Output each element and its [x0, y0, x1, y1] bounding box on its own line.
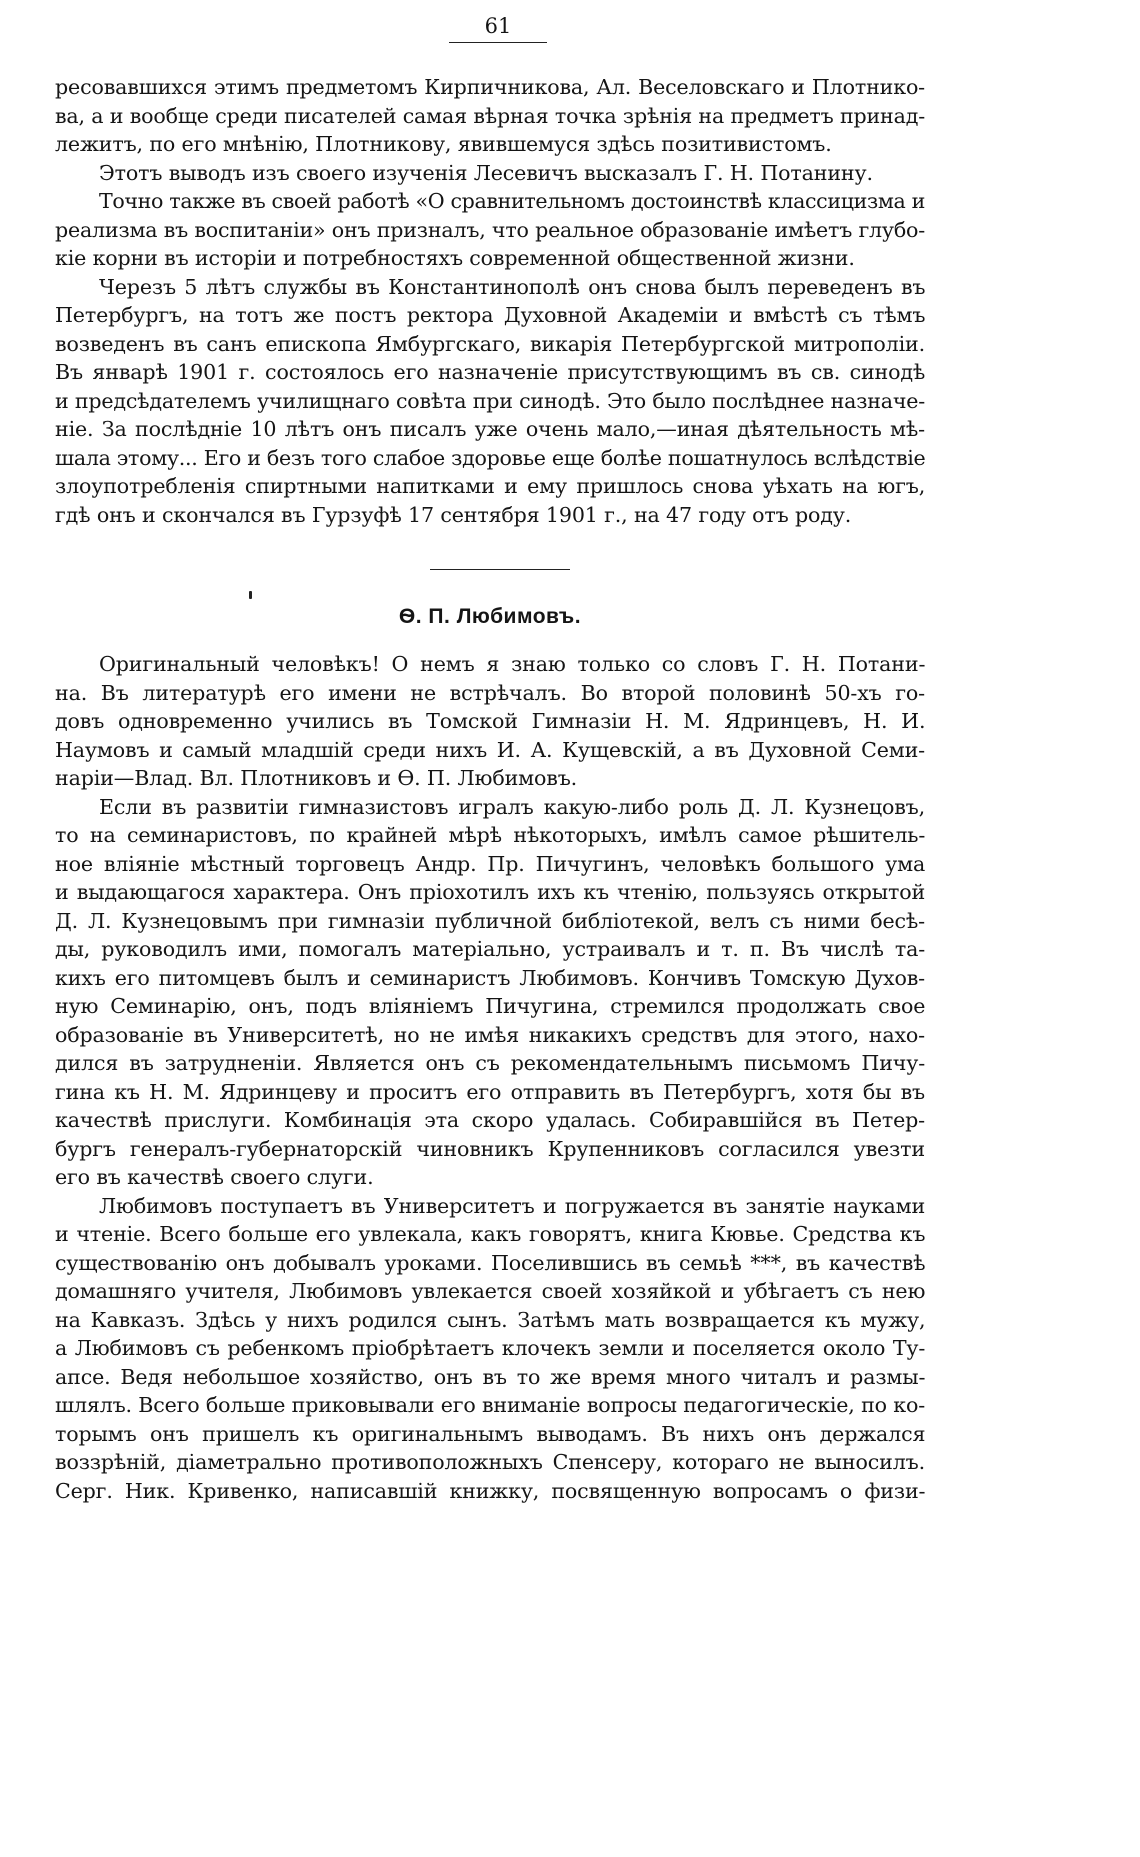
text-line: Если въ развитіи гимназистовъ игралъ какую-либо роль Д. Л. Кузнецовъ, — [99, 794, 925, 819]
text-line: образованіе въ Университетѣ, но не имѣя никакихъ средствъ для этого, нахо- — [55, 1022, 925, 1047]
text-line: ную Семинарію, онъ, подъ вліяніемъ Пичугина, стремился продолжать свое — [55, 994, 926, 1018]
section-heading: Ѳ. П. Любимовъ. — [398, 605, 582, 628]
page-number: 61 — [449, 14, 548, 43]
lower-section — [55, 650, 925, 1505]
paragraph — [55, 793, 925, 1192]
text-line: наріи—Влад. Вл. Плотниковъ и Ѳ. П. Любимовъ. — [55, 766, 578, 790]
text-line: шлялъ. Всего больше приковывали его вниманіе вопросы педагогическіе, по ко- — [55, 1393, 925, 1417]
text-line: качествѣ прислуги. Комбинація эта скоро удалась. Собиравшійся въ Петер- — [55, 1108, 925, 1132]
text-line: а Любимовъ съ ребенкомъ пріобрѣтаетъ клочекъ земли и поселяется около Ту- — [55, 1336, 926, 1360]
text-line: возведенъ въ санъ епископа Ямбургскаго, викарія Петербургской митрополіи. — [55, 331, 925, 356]
text-line: и чтеніе. Всего больше его увлекала, какъ говорятъ, книга Кювье. Средства къ — [55, 1222, 926, 1246]
text-line: ресовавшихся этимъ предметомъ Кирпичникова, Ал. Веселовскаго и Плотнико- — [55, 75, 925, 99]
text-line: Точно также въ своей работѣ «О сравнительномъ достоинствѣ классицизма и — [99, 189, 925, 213]
text-line: Оригинальный человѣкъ! О немъ я знаю только со словъ Г. Н. Потани- — [99, 652, 926, 676]
text-line: на. Въ литературѣ его имени не встрѣчалъ. Во второй половинѣ 50-хъ го- — [55, 680, 925, 705]
text-line: бургъ генералъ-губернаторскій чиновникъ Крупенниковъ согласился увезти — [55, 1136, 925, 1161]
text-line: дился въ затрудненіи. Является онъ съ рекомендательнымъ письмомъ Пичу- — [55, 1051, 926, 1075]
text-line: ное вліяніе мѣстный торговецъ Андр. Пр. Пичугинъ, человѣкъ большого ума — [55, 851, 926, 876]
text-line: домашняго учителя, Любимовъ увлекается своей хозяйкой и убѣгаетъ съ нею — [55, 1279, 926, 1303]
text-line: Серг. Ник. Кривенко, написавшій книжку, посвященную вопросамъ о физи- — [55, 1478, 926, 1503]
text-line: злоупотребленія спиртными напитками и ему пришлось снова уѣхать на югъ, — [55, 474, 926, 498]
text-line: Черезъ 5 лѣтъ службы въ Константинополѣ онъ снова былъ переведенъ въ — [99, 274, 926, 299]
document-page — [55, 14, 925, 1505]
text-line: существованію онъ добывалъ уроками. Поселившись въ семьѣ ***, въ качествѣ — [55, 1250, 926, 1275]
text-line: шала этому... Его и безъ того слабое здоровье еще болѣе пошатнулось вслѣдствіе — [55, 445, 926, 470]
section-divider — [430, 569, 570, 570]
text-line: ва, а и вообще среди писателей самая вѣрная точка зрѣнія на предметъ принад- — [55, 103, 925, 128]
text-line: лежитъ, по его мнѣнію, Плотникову, явившемуся здѣсь позитивистомъ. — [55, 132, 832, 156]
text-line: кихъ его питомцевъ былъ и семинаристъ Любимовъ. Кончивъ Томскую Духов- — [55, 965, 925, 990]
text-line: Въ январѣ 1901 г. состоялось его назначеніе присутствующимъ въ св. синодѣ — [55, 360, 926, 384]
text-line: гдѣ онъ и скончался въ Гурзуфѣ 17 сентября 1901 г., на 47 году отъ роду. — [55, 502, 852, 527]
text-line: то на семинаристовъ, по крайней мѣрѣ нѣкоторыхъ, имѣлъ самое рѣшитель- — [55, 823, 926, 847]
text-line: и предсѣдателемъ училищнаго совѣта при синодѣ. Это было послѣднее назначе- — [55, 388, 925, 413]
text-line: ніе. За послѣдніе 10 лѣтъ онъ писалъ уже очень мало,—иная дѣятельность мѣ- — [55, 417, 925, 441]
paragraph — [55, 73, 925, 159]
page-number-container — [71, 14, 925, 43]
text-line: торымъ онъ пришелъ къ оригинальнымъ выводамъ. Въ нихъ онъ держался — [55, 1421, 926, 1446]
text-line: Петербургъ, на тотъ же постъ ректора Духовной Академіи и вмѣстѣ съ тѣмъ — [55, 303, 926, 327]
text-line: Д. Л. Кузнецовымъ при гимназіи публичной библіотекой, велъ съ ними бесѣ- — [55, 908, 925, 933]
paragraph — [55, 273, 925, 530]
text-line: Наумовъ и самый младшій среди нихъ И. А. Кущевскій, а въ Духовной Семи- — [55, 737, 925, 762]
text-line: апсе. Ведя небольшое хозяйство, онъ въ то же время много читалъ и размы- — [55, 1364, 926, 1389]
upper-section — [55, 73, 925, 529]
text-line: Этотъ выводъ изъ своего изученія Лесевичъ высказалъ Г. Н. Потанину. — [99, 160, 873, 185]
ink-mark — [249, 591, 252, 599]
paragraph — [55, 187, 925, 273]
text-line: ды, руководилъ ими, помогалъ матеріально, устраивалъ и т. п. Въ числѣ та- — [55, 937, 926, 961]
text-line: гина къ Н. М. Ядринцеву и проситъ его отправить въ Петербургъ, хотя бы въ — [55, 1079, 925, 1104]
paragraph — [55, 159, 925, 188]
paragraph — [55, 1192, 925, 1506]
text-line: воззрѣній, діаметрально противоположныхъ Спенсеру, котораго не выносилъ. — [55, 1450, 925, 1474]
text-line: Любимовъ поступаетъ въ Университетъ и погружается въ занятіе науками — [99, 1193, 926, 1218]
text-line: кіе корни въ исторіи и потребностяхъ современной общественной жизни. — [55, 246, 855, 270]
text-line: довъ одновременно учились въ Томской Гимназіи Н. М. Ядринцевъ, Н. И. — [55, 709, 926, 733]
text-line: на Кавказъ. Здѣсь у нихъ родился сынъ. Затѣмъ мать возвращается къ мужу, — [55, 1307, 926, 1332]
text-line: и выдающагося характера. Онъ пріохотилъ ихъ къ чтенію, пользуясь открытой — [55, 880, 926, 904]
text-line: его въ качествѣ своего слуги. — [55, 1165, 374, 1189]
text-line: реализма въ воспитаніи» онъ призналъ, что реальное образованіе имѣетъ глубо- — [55, 217, 925, 242]
paragraph — [55, 650, 925, 793]
